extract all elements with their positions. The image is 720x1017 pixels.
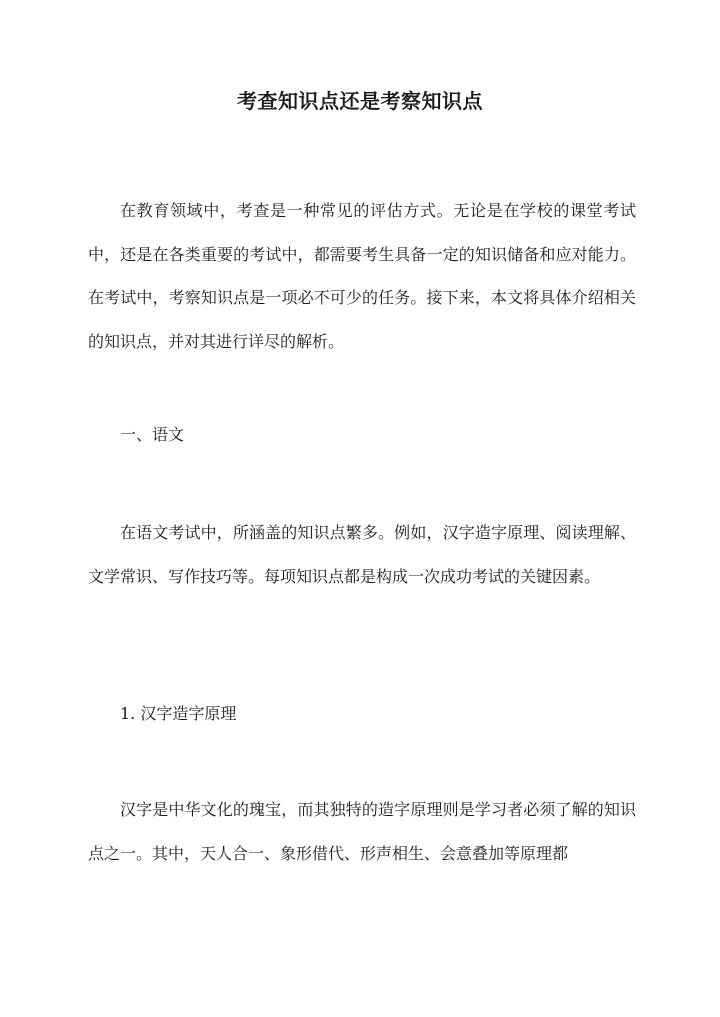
character-principles-paragraph: 汉字是中华文化的瑰宝，而其独特的造字原理则是学习者必须了解的知识点之一。其中，天人合一、象形借代、形声相生、会意叠加等原理都 (88, 800, 636, 863)
document-title: 考查知识点还是考察知识点 (237, 89, 483, 113)
subsection-heading-character-principles: 1. 汉字造字原理 (120, 704, 237, 723)
intro-paragraph: 在教育领域中，考查是一种常见的评估方式。无论是在学校的课堂考试中，还是在各类重要的考试中，都需要考生具备一定的知识储备和应对能力。在考试中，考察知识点是一项必不可少的任务。接下来，本文将具体介绍相关的知识点，并对其进行详尽的解析。 (88, 201, 636, 351)
section-heading-chinese: 一、语文 (120, 425, 185, 444)
chinese-section-paragraph: 在语文考试中，所涵盖的知识点繁多。例如，汉字造字原理、阅读理解、文学常识、写作技巧等。每项知识点都是构成一次成功考试的关键因素。 (88, 523, 636, 586)
